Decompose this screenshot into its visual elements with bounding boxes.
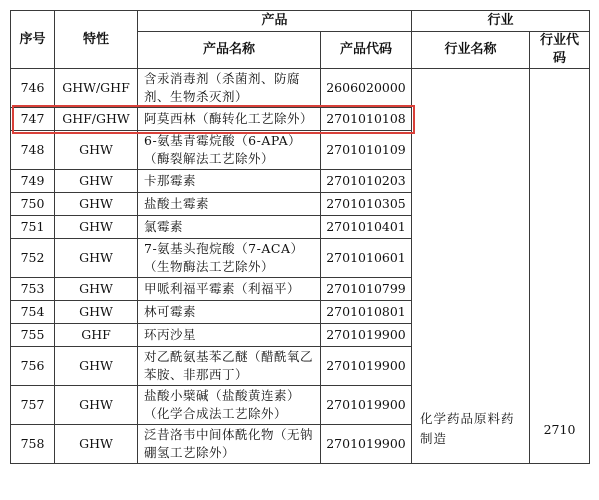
row-property: GHF/GHW [55,108,138,131]
row-property: GHW [55,170,138,193]
row-seq: 756 [11,347,55,386]
row-product-name: 含汞消毒剂（杀菌剂、防腐剂、生物杀灭剂） [138,69,321,108]
row-product-name: 卡那霉素 [138,170,321,193]
row-property: GHW [55,347,138,386]
row-property: GHW [55,239,138,278]
row-product-code: 2701010799 [321,278,412,301]
row-product-name: 氯霉素 [138,216,321,239]
row-property: GHW [55,278,138,301]
table-row [11,69,590,108]
row-product-code: 2701019900 [321,347,412,386]
industry-code-cell: 2710 [530,69,590,464]
row-seq: 753 [11,278,55,301]
header-industry-group: 行业 [412,11,590,32]
header-industry-name: 行业名称 [412,32,530,69]
row-property: GHF [55,324,138,347]
row-property: GHW [55,386,138,425]
header-seq: 序号 [11,11,55,69]
row-product-name: 甲哌利福平霉素（利福平） [138,278,321,301]
row-product-name: 泛昔洛韦中间体酰化物（无钠硼氢工艺除外） [138,425,321,464]
row-product-code: 2701019900 [321,324,412,347]
row-product-name: 环丙沙星 [138,324,321,347]
row-seq: 746 [11,69,55,108]
row-property: GHW [55,425,138,464]
row-seq: 752 [11,239,55,278]
row-product-code: 2701019900 [321,386,412,425]
row-product-name: 对乙酰氨基苯乙醚（醋酰氧乙苯胺、非那西丁） [138,347,321,386]
row-product-name: 阿莫西林（酶转化工艺除外） [138,108,321,131]
row-seq: 757 [11,386,55,425]
product-industry-table [10,10,590,464]
row-seq: 754 [11,301,55,324]
row-product-code: 2701010401 [321,216,412,239]
row-product-name: 7-氨基头孢烷酸（7-ACA）（生物酶法工艺除外） [138,239,321,278]
row-seq: 755 [11,324,55,347]
header-industry-code: 行业代码 [530,32,590,69]
row-product-name: 盐酸小檗碱（盐酸黄连素）（化学合成法工艺除外） [138,386,321,425]
row-product-code: 2701010108 [321,108,412,131]
row-property: GHW [55,216,138,239]
row-product-code: 2701010601 [321,239,412,278]
industry-name-cell: 化学药品原料药制造 [412,69,530,464]
row-seq: 751 [11,216,55,239]
row-property: GHW [55,193,138,216]
row-product-code: 2701010203 [321,170,412,193]
row-seq: 750 [11,193,55,216]
row-seq: 747 [11,108,55,131]
row-product-name: 盐酸土霉素 [138,193,321,216]
row-property: GHW/GHF [55,69,138,108]
header-property: 特性 [55,11,138,69]
row-seq: 748 [11,131,55,170]
row-property: GHW [55,301,138,324]
row-property: GHW [55,131,138,170]
row-product-name: 林可霉素 [138,301,321,324]
row-product-name: 6-氨基青霉烷酸（6-APA）（酶裂解法工艺除外） [138,131,321,170]
row-product-code: 2701010801 [321,301,412,324]
header-product-group: 产品 [138,11,412,32]
row-seq: 758 [11,425,55,464]
row-product-code: 2701010109 [321,131,412,170]
row-product-code: 2606020000 [321,69,412,108]
row-product-code: 2701019900 [321,425,412,464]
header-product-name: 产品名称 [138,32,321,69]
row-product-code: 2701010305 [321,193,412,216]
row-seq: 749 [11,170,55,193]
product-industry-table-container [10,10,590,464]
header-product-code: 产品代码 [321,32,412,69]
